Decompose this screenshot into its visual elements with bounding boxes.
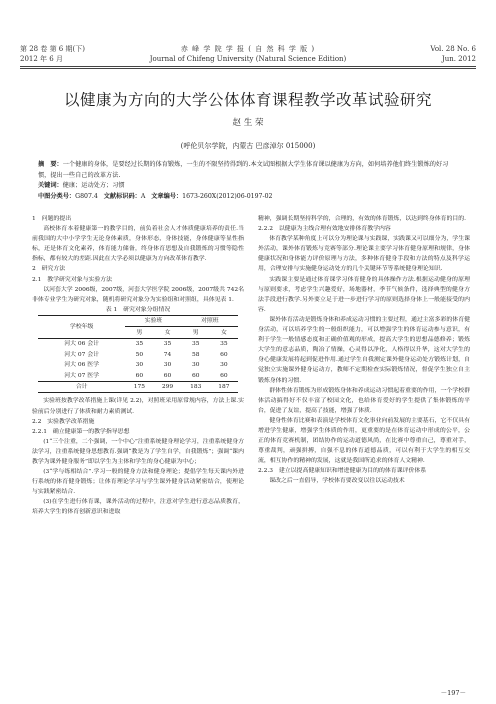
table-cell: 299 xyxy=(153,381,181,393)
subsection-heading-2-2: 2.2 实验教学改革措施 xyxy=(32,418,95,425)
article-meta xyxy=(38,192,458,203)
table-cell: 50 xyxy=(135,351,144,358)
date-cn: 2012 年 6 月 xyxy=(20,55,63,63)
keywords-text: 健康；运动处方；习惯 xyxy=(62,182,125,189)
page-number: －197－ xyxy=(440,689,466,697)
table-cell: 30 xyxy=(220,362,228,369)
paragraph: 以河套大学 2006级，2007级，河套大学医学院 2006级，2007级共 742名非体专业学生为研究对象，随机将研究对象分为实验组和对照组，具体见表 1. xyxy=(32,286,244,303)
clc-label: 中图分类号： xyxy=(38,192,76,200)
date-en: Jun. 2012 xyxy=(441,55,476,63)
clc-value: G807.4 xyxy=(75,192,98,200)
table-subheader: 男 xyxy=(136,329,143,336)
table-cell: 河大 07 医学 xyxy=(38,370,125,381)
paragraph: 群体性体育锻炼为形成锻炼身体和养成运动习惯起着重要的作用，一个学校群体活动搞得好不仅丰富了校园文化，也给体育爱好的学生提供了集体锻炼的平台，促进了友谊，提高了技能，增强了体质. xyxy=(258,387,470,414)
subsection-heading-2-2-2: 2.2.2 以健康为主线合理有效地安排体育教学内容 xyxy=(258,226,391,233)
header-center xyxy=(20,44,476,64)
table-row xyxy=(38,360,238,371)
header-right xyxy=(430,44,476,64)
table-row-total xyxy=(38,381,238,393)
paragraph: 课外体育活动是锻炼身体和养成运动习惯的主要过程，通过主富多彩的体育健身活动，可以培养学生的一般组织能力，可以增强学生的体育运动参与意识，有利于学生一般情感态度和正确价值观的形成，提高大学生的思想品德修养；锻炼大学生的意志品质，陶冶了情操，心灵得以净化，人格得以升华，这对大学生的身心健康发展将起到促进作用.通过学生自我测定课外健身运动处方锻炼计划，自觉独立实施课外健身运动方，教师不定期检查实际锻炼情况，督促学生独立自主锻炼身体的习惯. xyxy=(258,316,470,384)
table-cell: 60 xyxy=(220,351,228,358)
abstract xyxy=(38,160,458,181)
subsection-heading-2-2-1: 2.2.1 确立健康第一的教学指导思想 xyxy=(32,428,130,435)
table-header-control: 对照班 xyxy=(182,315,238,327)
table-caption: 表 1 研究对象分组情况 xyxy=(105,306,171,313)
table-cell: 30 xyxy=(163,362,172,369)
table-cell: 187 xyxy=(210,381,238,393)
table-header-experiment: 实验班 xyxy=(125,315,181,327)
section-heading-2: 2 研究方法 xyxy=(32,266,66,273)
table-cell: 60 xyxy=(125,370,153,381)
abstract-text: 一个健康的身体，是要经过长期的体育锻炼，一生的不限坚持得到的.本文试图根据大学生体育课以健康为方向，如何培养他们终生锻炼的好习惯，提出一些自己的改革方法. xyxy=(38,161,449,179)
table-cell: 60 xyxy=(153,370,181,381)
paragraph: 精神，强调长期坚持科学的，合理的，有效的体育锻炼，以达到终身体育的目的. xyxy=(258,216,467,222)
paragraph: (3“学与练相结合”.学习一般的健身方法和健身理论；提倡学生每天课内外进行系统的体育健身锻炼；让体育理论学习与学生课外健身活动紧密结合，使理论与实践紧密结合. xyxy=(32,469,244,496)
paragraph: 实验班按教学改革措施上课(详见 2.2)，对照班采用原常规内容，方法上课.实验前后分别进行了体质和耐力素质测试. xyxy=(32,398,244,415)
table-cell: 河大 07 会计 xyxy=(64,351,100,358)
subsection-heading-2-2-3: 2.2.3 建立以提高健康知识和增进健康为目的的体育课评价体系 xyxy=(258,468,427,475)
right-column xyxy=(258,214,470,487)
table-subheader: 女 xyxy=(164,329,171,336)
subsection-heading-2-1: 2.1 教学研究对象与实验方法 xyxy=(32,276,113,283)
volume-issue-cn: 第 28 卷 第 6 期(下) xyxy=(20,45,85,53)
table-row xyxy=(38,349,238,360)
running-header xyxy=(20,44,476,68)
table-cell: 35 xyxy=(210,338,238,349)
paragraph: 高校体育本着健康第一的教学目的，前负着社会人才体质健康培养的责任.当前我国的大中小学学生无论身体素质，身体形态，身体技能，身体健康等显性指标，还是体育文化素养，体育能力储备，终身体育思想及自我锻炼的习惯等隐性指标，都有较大的差距.因此在大学必须以健康为方向改革体育教学. xyxy=(32,226,244,263)
table-cell: 35 xyxy=(125,338,153,349)
article-id-value: 1673-260X(2012)06-0197-02 xyxy=(182,192,273,200)
author-name: 赵 生 荣 xyxy=(232,118,264,128)
doc-code-label: 文献标识码： xyxy=(103,192,141,200)
table-cell: 河大 06 医学 xyxy=(64,362,100,369)
paragraph: 体育教学某种角度上可以分为理论课与实践课，实践课又可以细分为，学生课外活动，课外体育锻炼与竞赛等部分.理论课主要学习体育健身原理和规律，身体健康状况和身体能力评价原理与方法，多种体育健身手段和方法的特点及科学运用，合理安排与实施健身运动处方的几个关键环节等系统健身理论知识. xyxy=(258,236,470,273)
table-row xyxy=(38,370,238,381)
paragraph: 课改之后一直倡导，学校体育要改变以往以运动技术 xyxy=(269,478,405,485)
header-rule-bottom xyxy=(20,68,476,69)
paragraph: 健身性体育比赛和表演是学校体育文化事业向前发展的主要基石，它不仅具有增进学生健康，增强学生体质的作用，更重要的是在体育运动中形成的公平，公正的体育竞赛机制，团结协作的运动道德风尚，在比赛中尊重自己，尊重对手，尊重裁判，顽强拼搏，自强不息的体育道德品质，可以有利于大学生的相互交流，相互协作的精神的发展，这就是我国所追求的体育人文精神. xyxy=(258,417,470,465)
table-subheader: 女 xyxy=(220,329,227,336)
keywords xyxy=(38,181,458,192)
table-cell: 58 xyxy=(191,351,200,358)
author-affiliation: (呼伦贝尔学院，内蒙古 巴彦淖尔 015000) xyxy=(180,142,316,150)
paragraph: (3)在学生进行体育课，课外活动的过程中，注意对学生进行意志品质教育，培养大学生的体育创新意识和进取 xyxy=(32,499,244,516)
abstract-block xyxy=(38,160,458,202)
table-cell: 河大 06 会计 xyxy=(38,338,125,349)
article-title: 以健康为方向的大学公体体育课程教学改革试验研究 xyxy=(63,91,432,109)
paragraph: (1“三个注重，二个强调，一个中心”注重系统健身理论学习，注重系统健身方法学习，注重系统健身思想教育.强调“教是为了学生自学，自我锻炼”；强调“课内教学为课外健身服务”即以学生为主体和学生的身心健康为中心； xyxy=(32,438,244,465)
doc-code-value: A xyxy=(140,192,146,200)
section-heading-1: 1 问题的提出 xyxy=(32,216,72,222)
paragraph: 实践课主要是通过体育课学习体育健身的具体操作方法.根据运动健身的原理与原则要求，考虑学生兴趣爱好，场地器材，季节气候条件，选择典型的健身方法手段进行教学.另外要立足于进一步进行学习的原则选择身体上一般能接受的内容. xyxy=(258,276,470,313)
table-cell: 30 xyxy=(135,362,144,369)
table-cell: 30 xyxy=(191,362,200,369)
journal-name-cn: 赤 峰 学 院 学 报 ( 自 然 科 学 版 ) xyxy=(180,45,316,53)
table-cell: 35 xyxy=(182,338,210,349)
volume-issue-en: Vol. 28 No. 6 xyxy=(430,45,476,53)
left-column xyxy=(32,214,244,518)
header-rule-top xyxy=(20,66,476,67)
table-row xyxy=(38,338,238,349)
table-subheader: 男 xyxy=(192,329,199,336)
journal-name-en: Journal of Chifeng University (Natural Science Edition) xyxy=(149,55,347,63)
table-cell: 74 xyxy=(163,351,172,358)
table-cell: 35 xyxy=(153,338,181,349)
table-cell: 60 xyxy=(182,370,210,381)
keywords-label: 关键词： xyxy=(38,182,63,189)
table-cell: 60 xyxy=(210,370,238,381)
table-cell: 175 xyxy=(125,381,153,393)
subjects-table xyxy=(38,315,238,394)
article-id-label: 文章编号： xyxy=(151,192,183,200)
table-header-school: 学校年级 xyxy=(38,315,125,338)
abstract-label: 摘 要： xyxy=(38,161,63,168)
table-cell: 合计 xyxy=(38,381,125,393)
table-cell: 183 xyxy=(182,381,210,393)
